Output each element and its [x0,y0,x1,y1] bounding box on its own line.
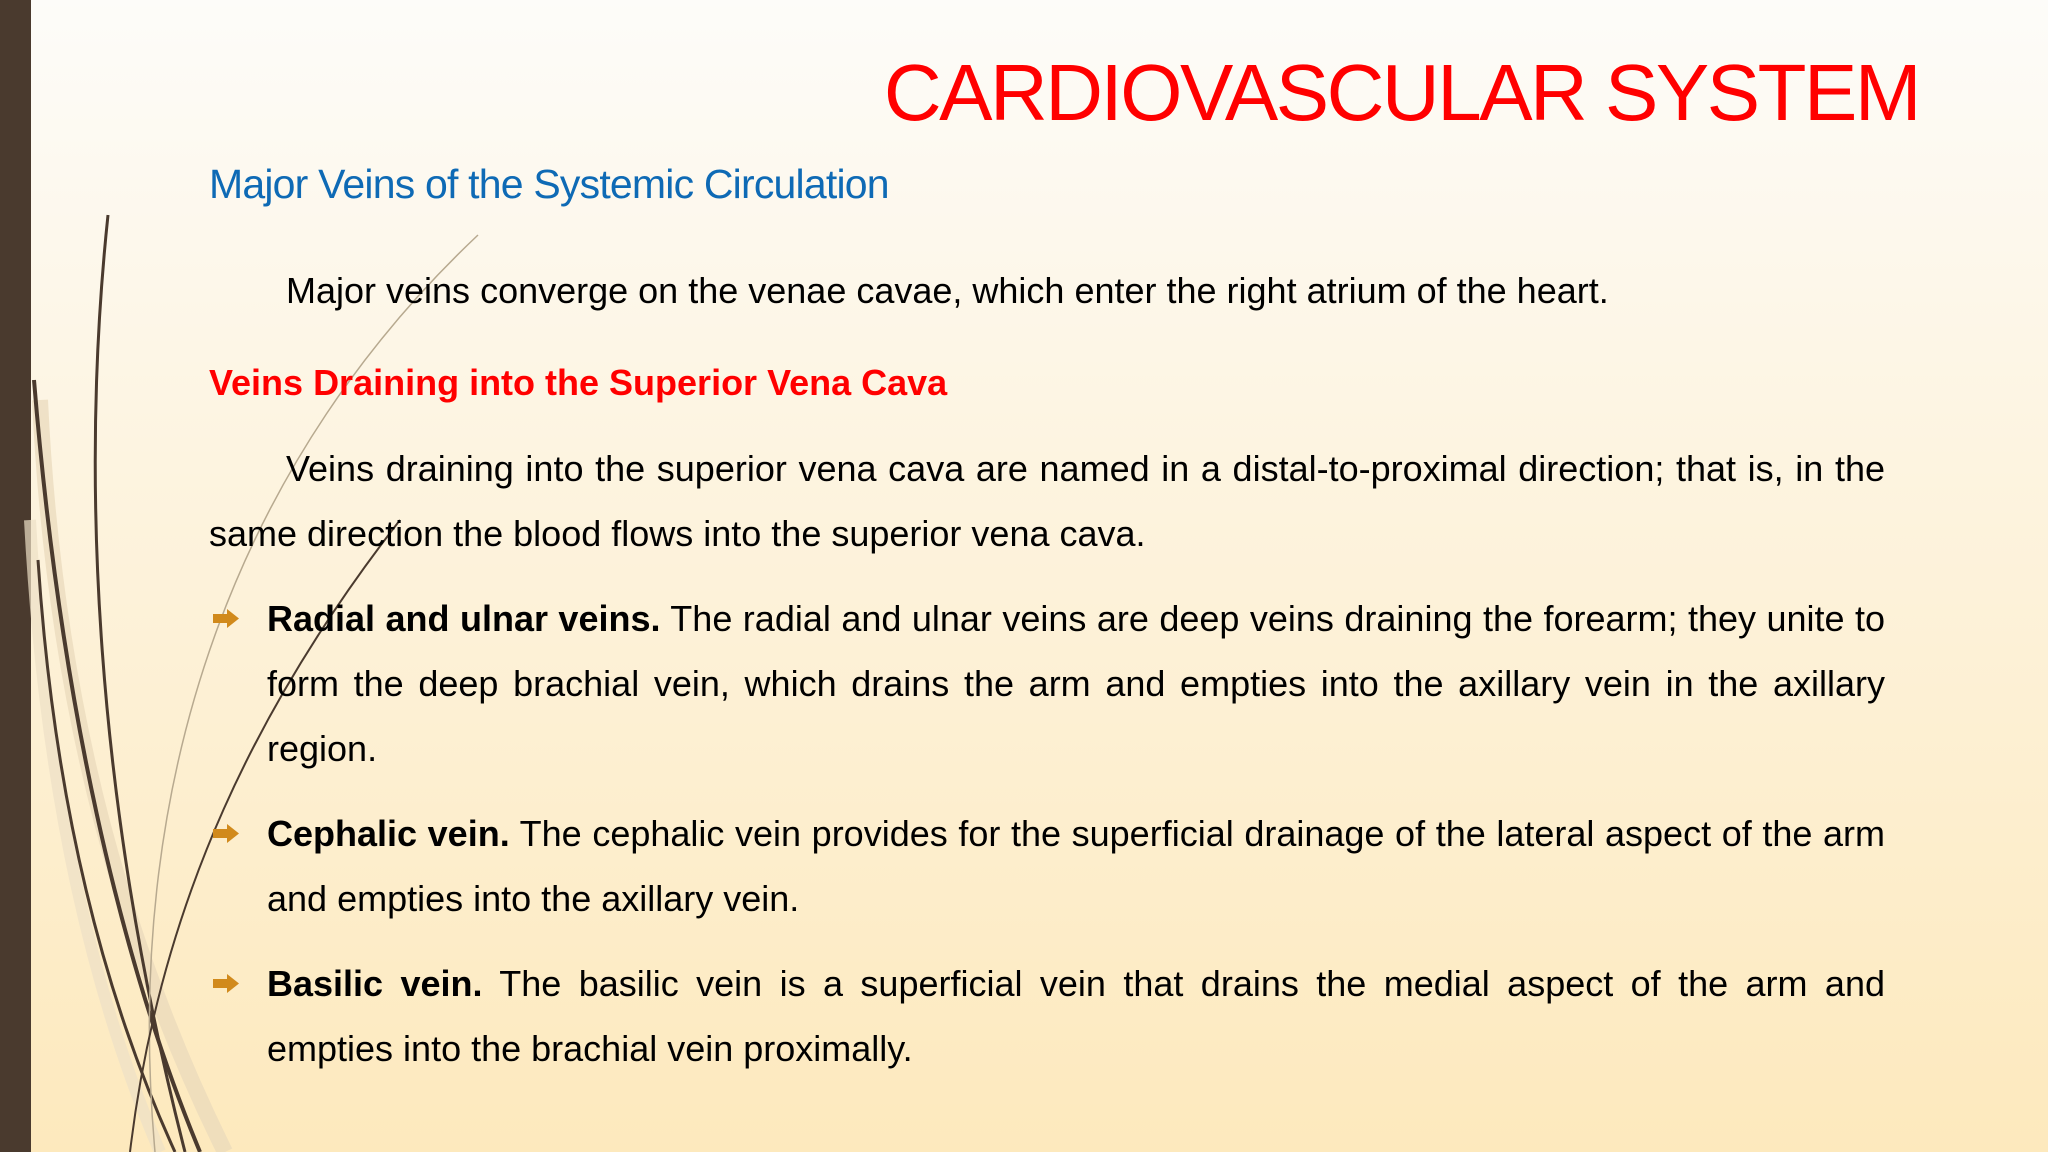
bullet-item-basilic [209,951,1885,1081]
arrow-bullet-icon [213,974,239,993]
bullet-item-radial-ulnar [209,586,1885,781]
slide-title: CARDIOVASCULAR SYSTEM [883,48,1919,137]
bullet-term: Radial and ulnar veins. [267,598,661,639]
bullet-term: Cephalic vein. [267,813,510,854]
arrow-bullet-icon [213,609,239,628]
bullet-item-cephalic [209,801,1885,931]
arrow-bullet-icon [213,824,239,843]
bullet-text [267,586,1885,781]
bullet-text [267,801,1885,931]
section-heading: Veins Draining into the Superior Vena Cava [209,362,948,403]
bullet-term: Basilic vein. [267,963,483,1004]
slide-subtitle: Major Veins of the Systemic Circulation [209,161,889,207]
bullet-description: The radial and ulnar veins are deep veins draining the forearm; they unite to form the deep brachial vein, which drains the arm and empties into the axillary vein in the axillary region. [267,598,1885,769]
section-paragraph: Veins draining into the superior vena cava are named in a distal-to-proximal direction; that is, in the same direction the blood flows into the superior vena cava. [209,448,1885,554]
bullet-description: The basilic vein is a superficial vein that drains the medial aspect of the arm and empties into the brachial vein proximally. [267,963,1885,1069]
intro-paragraph: Major veins converge on the venae cavae, which enter the right atrium of the heart. [286,270,1609,311]
bullet-text [267,951,1885,1081]
bullet-description: The cephalic vein provides for the superficial drainage of the lateral aspect of the arm and empties into the axillary vein. [267,813,1885,919]
